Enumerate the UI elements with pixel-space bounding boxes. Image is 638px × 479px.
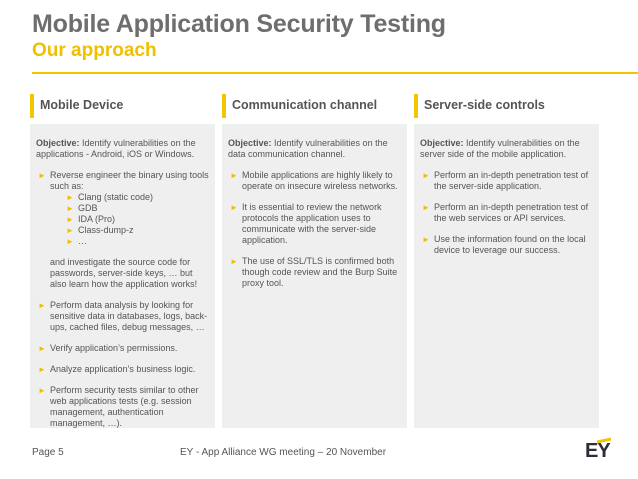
list-item — [36, 170, 209, 192]
tool-text: Clang (static code) — [78, 192, 154, 202]
bullet-text: Verify application’s permissions. — [50, 343, 178, 353]
bullet-text: Perform an in-depth penetration test of the web services or API services. — [434, 202, 589, 223]
tool-item — [36, 203, 209, 214]
page-number: Page 5 — [32, 447, 64, 458]
tool-text: IDA (Pro) — [78, 214, 116, 224]
bullet-text: Mobile applications are highly likely to operate on insecure wireless networks. — [242, 170, 398, 191]
accent-bar — [30, 94, 34, 118]
tool-text: … — [78, 236, 87, 246]
column-communication-channel — [222, 88, 407, 428]
slide-title: Mobile Application Security Testing — [32, 10, 446, 38]
bullet-arrow-icon: ► — [66, 193, 74, 202]
title-divider — [32, 72, 638, 74]
column-header — [222, 88, 407, 124]
column-heading: Server-side controls — [424, 98, 545, 112]
list-item — [228, 256, 401, 289]
ey-logo: EY — [585, 440, 610, 462]
objective — [228, 138, 401, 160]
list-item — [420, 170, 593, 192]
bullet-arrow-icon: ► — [38, 365, 46, 374]
objective-text: Identify vulnerabilities on the server side of the mobile application. — [420, 138, 580, 159]
list-item — [36, 343, 209, 354]
bullet-text: Perform security tests similar to other web applications tests (e.g. session management, authentication management, …). — [50, 385, 199, 428]
objective-label: Objective: — [228, 138, 272, 148]
bullet-arrow-icon: ► — [38, 301, 46, 310]
bullet-text: Analyze application’s business logic. — [50, 364, 196, 374]
bullet-text: It is essential to review the network protocols the application uses to communicate with the server-side application. — [242, 202, 382, 245]
bullet-arrow-icon: ► — [230, 203, 238, 212]
bullet-arrow-icon: ► — [38, 386, 46, 395]
bullet-arrow-icon: ► — [66, 237, 74, 246]
bullet-text: Use the information found on the local device to leverage our success. — [434, 234, 586, 255]
bullet-arrow-icon: ► — [38, 344, 46, 353]
list-item — [420, 202, 593, 224]
objective-label: Objective: — [420, 138, 464, 148]
column-header — [30, 88, 215, 124]
column-body — [414, 124, 599, 256]
list-item — [228, 170, 401, 192]
list-item — [228, 202, 401, 246]
column-heading: Mobile Device — [40, 98, 124, 112]
list-item — [36, 385, 209, 429]
list-item — [420, 234, 593, 256]
accent-bar — [414, 94, 418, 118]
column-body — [30, 124, 215, 429]
bullet-arrow-icon: ► — [422, 171, 430, 180]
tool-text: GDB — [78, 203, 98, 213]
list-item — [36, 300, 209, 333]
column-body — [222, 124, 407, 289]
objective-text: Identify vulnerabilities on the applications - Android, iOS or Windows. — [36, 138, 196, 159]
column-mobile-device — [30, 88, 215, 428]
tool-item — [36, 214, 209, 225]
column-header — [414, 88, 599, 124]
bullet-text: Perform an in-depth penetration test of the server-side application. — [434, 170, 589, 191]
bullet-arrow-icon: ► — [230, 257, 238, 266]
bullet-arrow-icon: ► — [38, 171, 46, 180]
bullet-arrow-icon: ► — [66, 215, 74, 224]
slide-subtitle: Our approach — [32, 40, 157, 61]
tool-item — [36, 192, 209, 203]
paragraph: and investigate the source code for passwords, server-side keys, … but also learn how the application works! — [50, 257, 198, 289]
footer-caption: EY - App Alliance WG meeting – 20 November — [180, 447, 387, 458]
objective — [36, 138, 209, 160]
bullet-arrow-icon: ► — [66, 226, 74, 235]
bullet-text: The use of SSL/TLS is confirmed both though code review and the Burp Suite proxy tool. — [242, 256, 398, 288]
bullet-arrow-icon: ► — [422, 235, 430, 244]
objective — [420, 138, 593, 160]
column-server-side-controls — [414, 88, 599, 428]
tool-item — [36, 225, 209, 236]
list-item — [36, 364, 209, 375]
bullet-arrow-icon: ► — [230, 171, 238, 180]
tool-item — [36, 236, 209, 247]
bullet-arrow-icon: ► — [66, 204, 74, 213]
bullet-text: Reverse engineer the binary using tools such as: — [50, 170, 209, 191]
bullet-text: Perform data analysis by looking for sensitive data in databases, logs, back-ups, cached files, debug messages, … — [50, 300, 208, 332]
objective-text: Identify vulnerabilities on the data communication channel. — [228, 138, 388, 159]
column-heading: Communication channel — [232, 98, 378, 112]
accent-bar — [222, 94, 226, 118]
bullet-arrow-icon: ► — [422, 203, 430, 212]
objective-label: Objective: — [36, 138, 80, 148]
tool-text: Class-dump-z — [78, 225, 134, 235]
